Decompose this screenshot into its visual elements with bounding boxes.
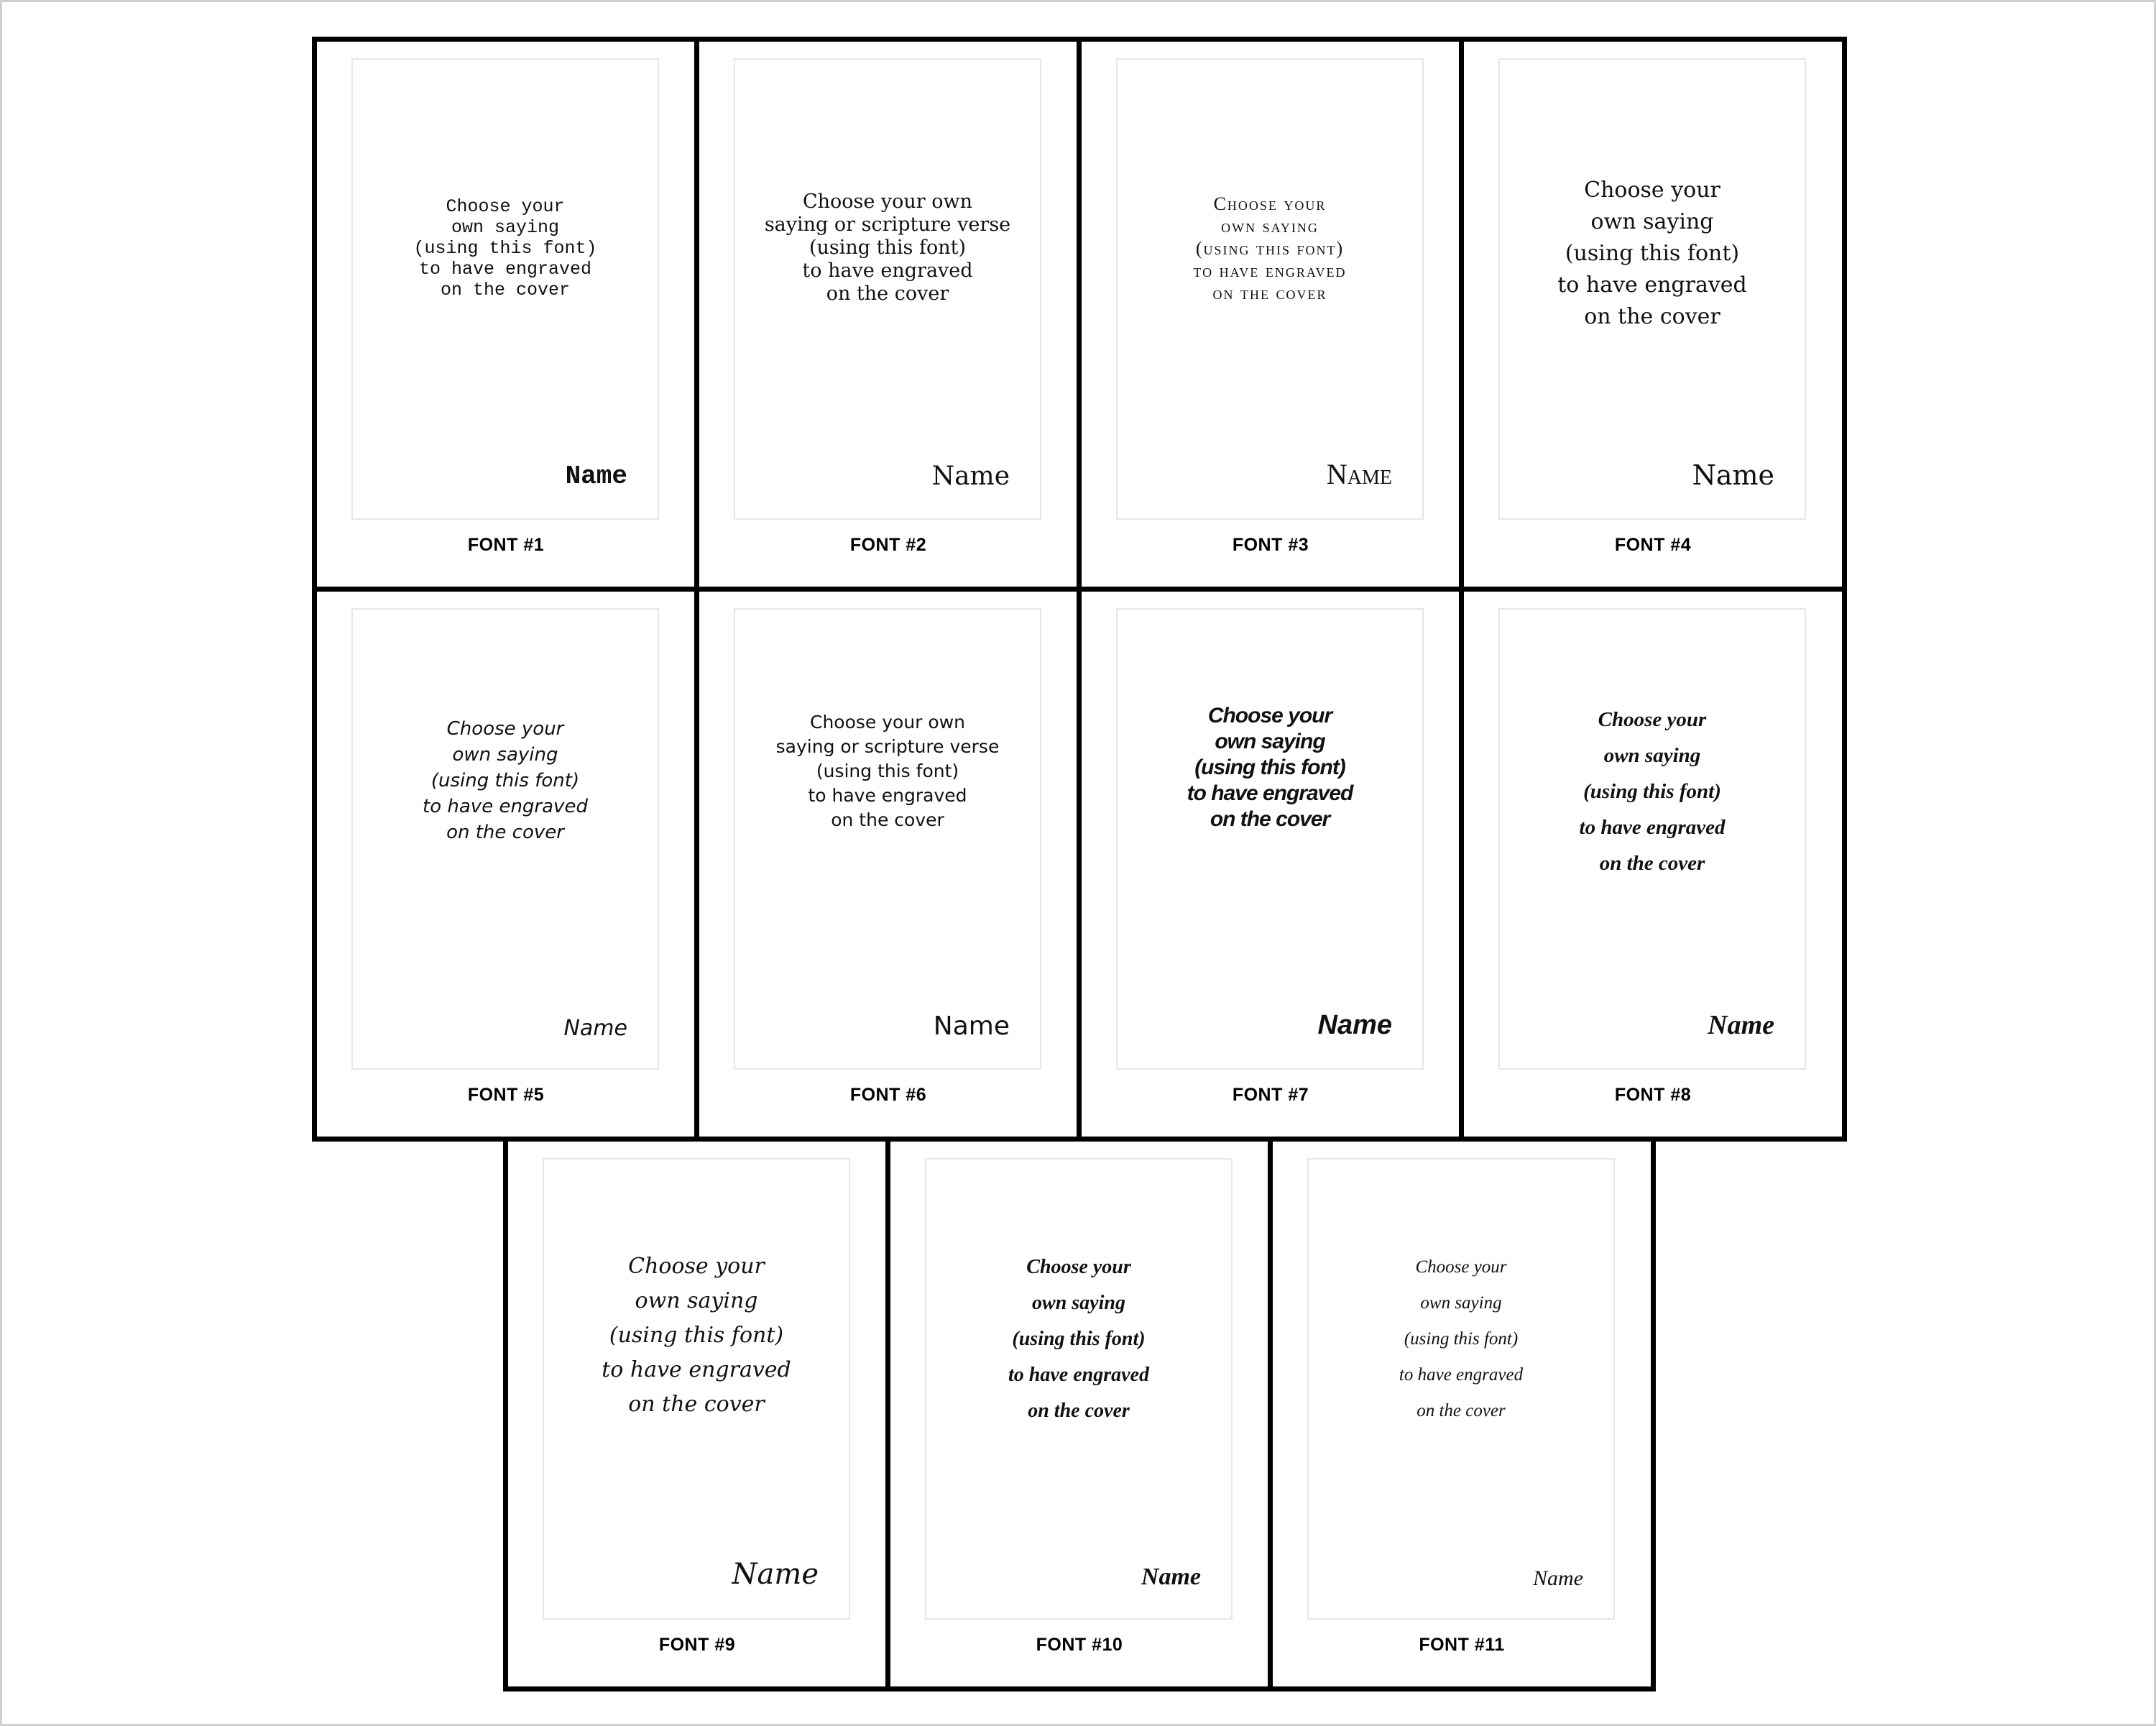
font-label: FONT #8 xyxy=(1614,1085,1692,1105)
font-sample-7[interactable] xyxy=(1077,587,1465,1142)
name-text: Name xyxy=(1533,1566,1583,1590)
card-preview xyxy=(1116,58,1424,520)
font-sample-9[interactable] xyxy=(503,1137,891,1691)
font-label: FONT #9 xyxy=(658,1635,736,1655)
font-label: FONT #1 xyxy=(467,535,545,555)
card-preview xyxy=(351,608,659,1070)
saying-text: Choose your own saying (using this font) to have engraved on the cover xyxy=(1008,1256,1149,1422)
name-text: Name xyxy=(933,1011,1010,1041)
font-sample-2[interactable] xyxy=(694,37,1082,592)
font-sample-4[interactable] xyxy=(1459,37,1847,592)
font-label: FONT #4 xyxy=(1614,535,1692,555)
font-sample-1[interactable] xyxy=(312,37,700,592)
card-preview xyxy=(925,1158,1233,1620)
font-sample-8[interactable] xyxy=(1459,587,1847,1142)
saying-text: Choose your own saying (using this font) to have engraved on the cover xyxy=(602,1254,791,1417)
card-preview xyxy=(734,58,1041,520)
name-text: Name xyxy=(1141,1564,1201,1590)
card-preview xyxy=(734,608,1041,1070)
font-sample-6[interactable] xyxy=(694,587,1082,1142)
card-preview xyxy=(1498,58,1806,520)
saying-text: Choose your own saying (using this font) to have engraved on the cover xyxy=(413,196,597,300)
saying-text: Choose your own saying (using this font) to have engraved on the cover xyxy=(1399,1257,1524,1420)
card-preview xyxy=(543,1158,850,1620)
name-text: Name xyxy=(1326,458,1392,490)
saying-text: Choose your own saying (using this font) to have engraved on the cover xyxy=(423,718,588,843)
name-text: Name xyxy=(563,1016,627,1041)
saying-text: Choose your own saying (using this font) to have engraved on the cover xyxy=(1187,704,1353,831)
card-preview xyxy=(1498,608,1806,1070)
saying-text: Choose your own saying or scripture verse (using this font) to have engraved on the cover xyxy=(764,190,1011,305)
name-text: Name xyxy=(1708,1010,1774,1040)
font-label: FONT #6 xyxy=(849,1085,927,1105)
font-sample-3[interactable] xyxy=(1077,37,1465,592)
name-text: Name xyxy=(1317,1010,1392,1040)
font-label: FONT #11 xyxy=(1419,1635,1505,1655)
name-text: Name xyxy=(931,462,1010,491)
card-preview xyxy=(1116,608,1424,1070)
name-text: Name xyxy=(1692,459,1774,491)
card-preview xyxy=(1307,1158,1615,1620)
saying-text: Choose your own saying (using this font) to have engraved on the cover xyxy=(1193,193,1347,303)
font-label: FONT #10 xyxy=(1036,1635,1123,1655)
font-label: FONT #2 xyxy=(849,535,927,555)
card-preview xyxy=(351,58,659,520)
saying-text: Choose your own saying (using this font) to have engraved on the cover xyxy=(1579,708,1726,875)
saying-text: Choose your own saying (using this font) to have engraved on the cover xyxy=(1557,178,1747,329)
font-label: FONT #5 xyxy=(467,1085,545,1105)
font-sample-10[interactable] xyxy=(885,1137,1273,1691)
name-text: Name xyxy=(732,1558,819,1591)
font-label: FONT #3 xyxy=(1232,535,1309,555)
font-label: FONT #7 xyxy=(1232,1085,1309,1105)
font-sample-11[interactable] xyxy=(1268,1137,1656,1691)
saying-text: Choose your own saying or scripture verse (using this font) to have engraved on the cover xyxy=(775,712,1000,830)
name-text: Name xyxy=(565,462,627,491)
font-sample-5[interactable] xyxy=(312,587,700,1142)
